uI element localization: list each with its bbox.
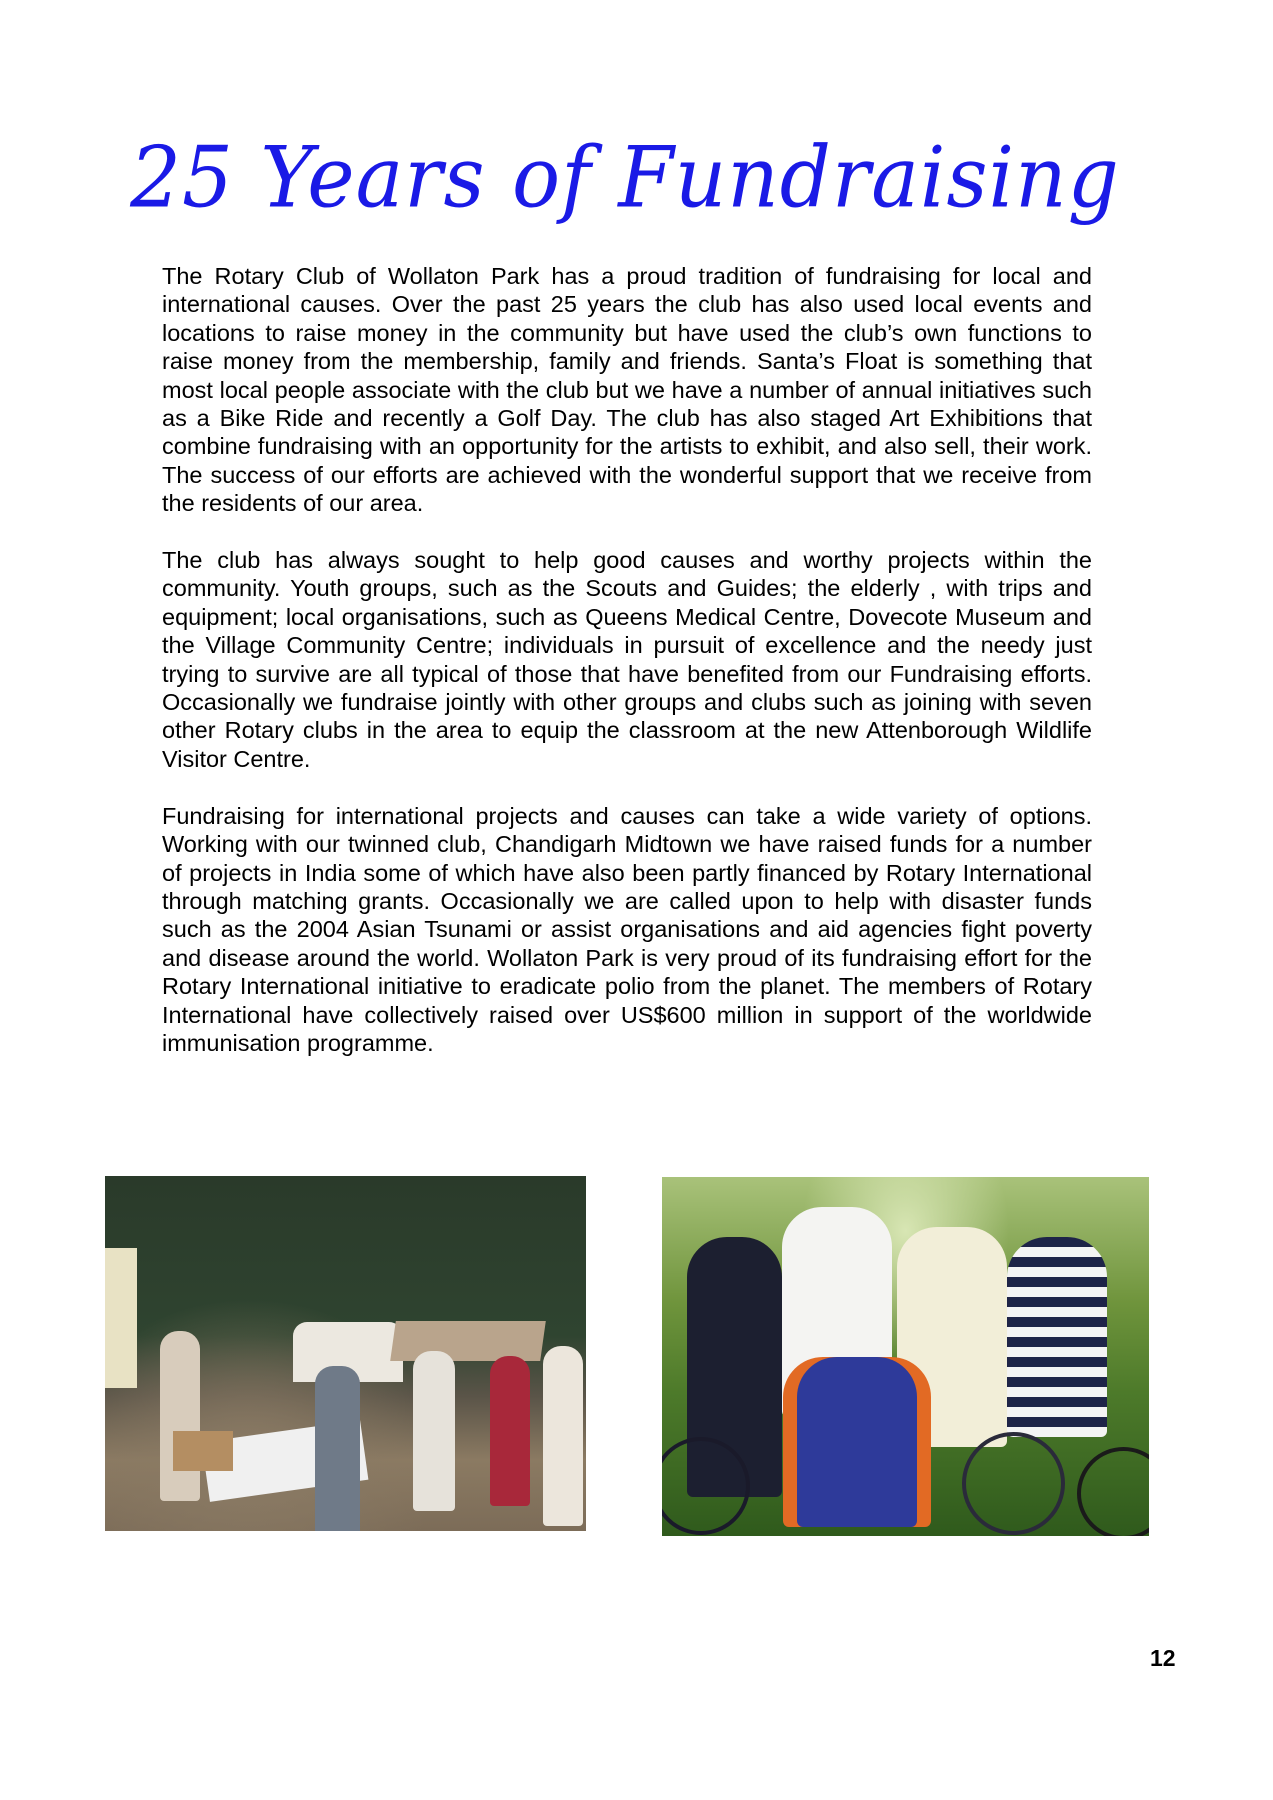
bike-wheel-shape xyxy=(962,1432,1065,1535)
person-shape xyxy=(413,1351,455,1511)
photo-fundraising-stall xyxy=(105,1176,586,1531)
paragraph-intro: The Rotary Club of Wollaton Park has a proud tradition of fundraising for local and international causes. Over the past 25 years the club has also used local events and locations to raise money in the community but have used the club’s own functions to raise money from the membership, family and friends. Santa’s Float is something that most local people associate with the club but we have a number of annual initiatives such as a Bike Ride and recently a Golf Day. The club has also staged Art Exhibitions that combine fundraising with an opportunity for the artists to exhibit, and also sell, their work. The success of our efforts are achieved with the wonderful support that we receive from the residents of our area. xyxy=(162,263,1092,517)
person-kneeling-shape xyxy=(797,1357,917,1527)
person-shape xyxy=(543,1346,583,1526)
person-shape xyxy=(1007,1237,1107,1437)
page-title: 25 Years of Fundraising xyxy=(130,128,1120,227)
awning-shape xyxy=(390,1321,546,1361)
person-shape xyxy=(315,1366,360,1531)
person-shape xyxy=(160,1331,200,1501)
bike-wheel-shape xyxy=(662,1437,750,1535)
article-body xyxy=(162,262,1092,1086)
collection-box-shape xyxy=(173,1431,233,1471)
bike-wheel-shape xyxy=(1077,1447,1149,1536)
person-shape xyxy=(490,1356,530,1506)
paragraph-international: Fundraising for international projects and causes can take a wide variety of options. Working with our twinned club, Chandigarh Midtown we have raised funds for a number of projects in India some of which have also been partly financed by Rotary International through matching grants. Occasionally we are called upon to help with disaster funds such as the 2004 Asian Tsunami or assist organisations and aid agencies fight poverty and disease around the world. Wollaton Park is very proud of its fundraising effort for the Rotary International initiative to eradicate polio from the planet. The members of Rotary International have collectively raised over US$600 million in support of the worldwide immunisation programme. xyxy=(162,802,1092,1056)
bus-shape xyxy=(105,1248,137,1388)
page-number: 12 xyxy=(1150,1645,1176,1671)
paragraph-community: The club has always sought to help good causes and worthy projects within the community. Youth groups, such as the Scouts and Guides; the elderly , with trips and equipment; local organisations, such as Queens Medical Centre, Dovecote Museum and the Village Community Centre; individuals in pursuit of excellence and the needy just trying to survive are all typical of those that have benefited from our Fundraising efforts. Occasionally we fundraise jointly with other groups and clubs such as joining with seven other Rotary clubs in the area to equip the classroom at the new Attenborough Wildlife Visitor Centre. xyxy=(162,547,1092,772)
photo-bike-ride-group xyxy=(662,1177,1149,1536)
